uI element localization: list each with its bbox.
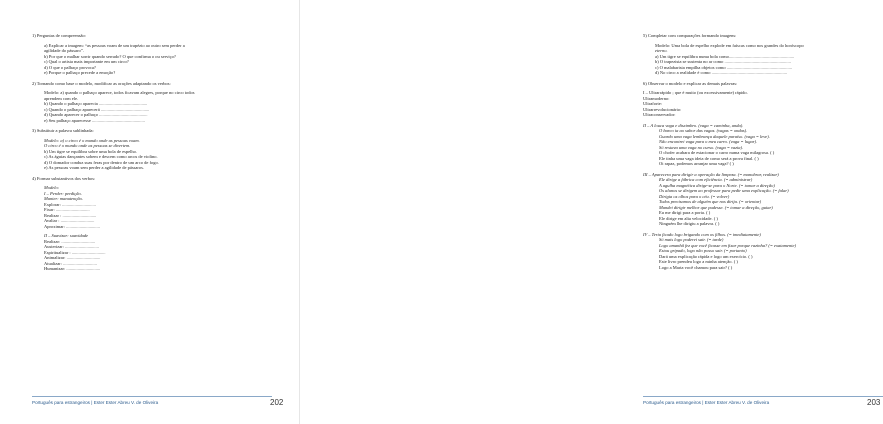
- exercise-6-part-2-line-1: O barco ia ao sabor das vagas. (vagas = ondas).: [659, 128, 748, 133]
- exercise-4-fixar: Fixar: ..............................: [44, 207, 90, 212]
- exercise-3-model-line-1: Modelo: a) o circo é o mundo onde as pessoas voam.: [44, 137, 140, 143]
- exercise-4-avaliar: Avaliar : ..............................: [44, 218, 95, 223]
- exercise-5: [643, 33, 883, 76]
- exercise-2-model-line-2: aprendem com ele.: [44, 95, 79, 101]
- exercise-6-title: 6) Observar o modelo e explicar as demais palavras:: [643, 80, 738, 86]
- left-page: [0, 0, 300, 424]
- left-footer-text: Português para estrangeiros | Ester Ester Abreu V. de Oliveira: [32, 400, 159, 405]
- exercise-6-part-2: [643, 123, 883, 167]
- exercise-2-title: 2) Tornando como base o modelo, modificar as orações adaptando os verbos:: [32, 80, 171, 86]
- exercise-6-part-2-line-4: Só restava uma vaga no curso. (vaga = vazia).: [659, 144, 744, 150]
- right-footer-rule: [643, 396, 883, 397]
- exercise-2-item-e: e) Seu palhaço aparecesse ...............................................: [44, 117, 145, 123]
- exercise-6-word-1: Ultramoderno:: [643, 95, 670, 101]
- exercise-4-espiritualizar: Espiritualizar : ..............................: [44, 249, 106, 255]
- exercise-2-model-line-1: Modelo: a) quando o palhaço aparece, todos ficavam alegres, porque no circo todos: [44, 90, 195, 95]
- exercise-4-realizar: Realizar : ..............................: [44, 212, 97, 218]
- exercise-4-model-label: Modelo:: [44, 185, 60, 190]
- exercise-4-humanizar: Humanizar: ..............................: [44, 266, 101, 271]
- exercise-6-part-3-line-7: Eu me dirigi para a porta. ( ): [659, 210, 711, 215]
- exercise-5-model-line-1: Modelo: Uma bola de espelho explode em faíscas como nos grandes do horóscopo: [655, 42, 804, 48]
- left-page-number: 202: [270, 398, 284, 407]
- exercise-5-title: 5) Completar com comparações formando imagens:: [643, 33, 737, 38]
- exercise-4: [32, 176, 282, 272]
- exercise-6-word-2: Ultraforte:: [643, 101, 662, 106]
- exercise-6-part-4-line-5: Este livro prendeu logo a minha atenção. ( ): [659, 259, 738, 264]
- exercise-6-part-3-line-6: Mandei dirigir melhor que pudesse. (= tomar a direção, guiar): [659, 204, 773, 210]
- exercise-5-item-d: d) No circo a realidade é como ...................................................................: [655, 70, 787, 75]
- exercise-6-part-4-line-2: Logo amanhã fez que você ficasse em fixar porque razinha? (= exatamente): [659, 242, 796, 248]
- question-a-line-2: agilidade do pássaro”.: [44, 48, 84, 53]
- left-page-content: [32, 33, 282, 272]
- right-page-content: [643, 33, 883, 270]
- exercise-4-part-2-example: II – Suavizar: suavidade: [44, 233, 89, 238]
- exercise-6-part-3-line-4: Dirigia os olhos para o céu. (= volver): [659, 193, 730, 199]
- exercise-3-title: 3) Substituir a palavra sublinhada:: [32, 128, 94, 133]
- exercise-3-item-c: c) As águias dançantes sobem e descem como arcos de violino.: [44, 154, 158, 159]
- exercise-4-part-1-example-2: Manter: manutenção.: [44, 196, 83, 201]
- exercise-4-part-1-example-1: I – Perder: perdição.: [44, 190, 82, 196]
- exercise-6-part-2-line-7: Oi rapaz, podemos arranjar uma vaga? ( ): [659, 161, 734, 166]
- exercise-6-part-4-line-1: Só mais logo poderei sair. (= tarde): [659, 237, 724, 242]
- exercise-6-part-4-line-3: Estou gripado, logo não posso sair. (= portanto): [659, 248, 747, 253]
- exercise-6-part-3-title: III – Aparecera para dirigir a operação da limpeza. (= manobrar, realizar): [643, 171, 779, 177]
- exercise-6-part-4-line-6: Logo a Maria você chamou para sair? ( ): [659, 264, 733, 270]
- exercise-4-realizar-2: Realizar: ..............................: [44, 238, 96, 244]
- question-d: d) O que o palhaço provoca?: [44, 64, 96, 70]
- exercise-6-part-4: [643, 232, 883, 271]
- question-c: c) Qual o artista mais importante em um circo?: [44, 59, 129, 64]
- exercise-6-part-2-line-5: O chofer acabara de estacionar o carro numa vaga milagrosa. ( ): [659, 150, 775, 155]
- right-page: [300, 0, 881, 424]
- exercise-3-item-d: d) O domador conduz suas feras por dentro de um arco de fogo.: [44, 159, 159, 165]
- exercise-6-part-3: [643, 172, 883, 227]
- exercise-6-part-3-line-2: A agulha magnética dirige-se para o Norte. (= tomar a direção): [659, 182, 775, 188]
- question-b: b) Por que o malhar sorrir quando serrado? O que confirma o ou serviço?: [44, 53, 176, 59]
- exercise-6-part-3-line-5: Todos precisamos de alguém que nos dirija. (= orientar): [659, 199, 762, 204]
- exercise-6-part-2-line-2: Guardo uma vaga lembrança daquele paraíso. (vaga = leve).: [659, 133, 770, 139]
- right-page-number: 203: [867, 398, 881, 407]
- exercise-2: [32, 81, 282, 124]
- exercise-6-part-2-line-3: Não encontrei vaga para o meu carro. (vaga = lugar).: [659, 139, 758, 144]
- exercise-3-model-line-2: O circo é o mundo onde as pessoas se divertem.: [44, 143, 131, 148]
- right-footer-text: Português para estrangeiros | Ester Ester Abreu V. de Oliveira: [643, 400, 770, 405]
- exercise-4-atualizar: Atualizar: ..............................: [44, 260, 97, 266]
- exercise-6-part-2-title: II – A louca vaga e disximbro. (vaga = caminha, anda).: [643, 122, 744, 128]
- exercise-3: [32, 128, 282, 171]
- left-footer-rule: [32, 396, 272, 397]
- exercise-6: [643, 81, 883, 118]
- exercise-4-aproximar: Aproximar: ..............................: [44, 223, 100, 229]
- exercise-1-title: 1) Perguntas de compreensão:: [32, 33, 87, 38]
- exercise-6-part-4-title: IV – Teria ficado logo brigando com os filhos. (= imediatamente): [643, 231, 761, 237]
- exercise-6-part-4-line-4: Dará uma explicação rápida e logo um exercício. ( ): [659, 253, 753, 259]
- exercise-5-item-c: c) O malabarista empilha objetos como ..........................................................: [655, 64, 792, 70]
- exercise-4-animalizar: Animalizar: ..............................: [44, 255, 101, 260]
- exercise-4-title: 4) Formar substantivos dos verbos:: [32, 175, 96, 181]
- exercise-6-word-4: Ultraconservador:: [643, 112, 676, 117]
- exercise-3-item-b: b) Um tigre se equilibra sobre uma bola de espelho.: [44, 148, 137, 154]
- exercise-6-part-3-line-3: Os alunos se dirigem ao professor para pedir uma explicação. (= falar): [659, 188, 789, 193]
- exercise-1: [32, 33, 282, 76]
- question-e: e) Porque o palhaço precede a emoção?: [44, 70, 116, 75]
- exercise-5-model-line-2: eterno.: [655, 48, 668, 53]
- exercise-4-austerizar: Austerizar: ..............................: [44, 244, 99, 249]
- exercise-2-item-b: b) Quando o palhaço aparecia ...........................................: [44, 101, 148, 106]
- exercise-6-part-2-line-6: Ele tinha uma vaga ideia de como será a prova final. ( ): [659, 155, 759, 161]
- exercise-2-item-c: c) Quando o palhaço aparecerá ...........................................: [44, 106, 150, 112]
- exercise-6-word-3: Ultrarrevolucionário:: [643, 106, 682, 112]
- exercise-4-explorar: Explorar: ..............................: [44, 201, 96, 207]
- exercise-6-part-3-line-9: Ninguém lhe dirigiu a palavra. ( ): [659, 221, 720, 226]
- exercise-2-item-d: d) Quando aparecer o palhaço ...........................................: [44, 112, 148, 117]
- question-a-line-1: a) Explicar a imagem: “as pessoas voam de um trapézio ao outro sem perder a: [44, 42, 185, 48]
- exercise-6-part-3-line-8: Ele dirige em alta velocidade. ( ): [659, 215, 718, 221]
- exercise-3-item-e: e) As pessoas voam sem perder a agilidade de pássaros.: [44, 165, 144, 170]
- exercise-5-item-a: a) Um tigre se equilibra numa bola como..........................................................: [655, 53, 795, 59]
- exercise-5-item-b: b) O trapezista se sustenta no ar como ...........................................................: [655, 59, 791, 64]
- exercise-6-part-3-line-1: Ele dirige a fábrica com eficiência. (= administrar): [659, 177, 753, 182]
- exercise-6-part-1-model: I – Ultrarrápido ; que é muito (ou excessivamente) rápido.: [643, 90, 748, 95]
